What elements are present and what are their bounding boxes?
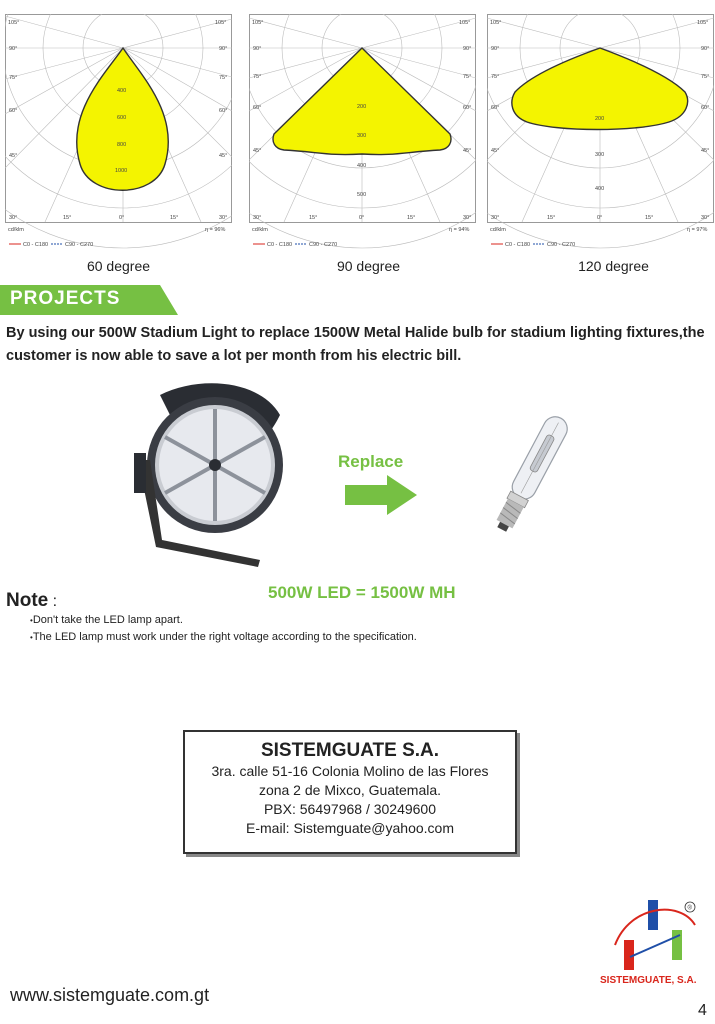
legend-entry: C90 - C270 (65, 242, 94, 248)
legend-entry: C0 - C180 (267, 242, 293, 248)
unit-label: cd/klm (490, 227, 506, 233)
note-item (30, 629, 417, 646)
angle-label: 60° (219, 108, 228, 114)
angle-label: 60° (463, 105, 472, 111)
ring-label: 400 (117, 88, 127, 94)
angle-label: 30° (219, 215, 228, 221)
ring-label: 200 (595, 116, 605, 122)
ring-label: 300 (357, 133, 367, 139)
angle-label: 90° (9, 46, 18, 52)
angle-label: 75° (219, 75, 228, 81)
angle-label: 90° (463, 46, 472, 52)
ring-label: 600 (117, 115, 127, 121)
brand-logo (610, 895, 700, 975)
angle-label: 45° (491, 148, 500, 154)
angle-label: 75° (701, 74, 710, 80)
ring-label: 500 (357, 192, 367, 198)
contact-email: E-mail: Sistemguate@yahoo.com (246, 820, 454, 836)
efficiency-label: η = 96% (205, 227, 226, 233)
angle-label: 45° (9, 153, 18, 159)
angle-label: 75° (253, 74, 262, 80)
note-heading-text: Note (6, 590, 49, 611)
angle-label: 90° (219, 46, 228, 52)
angle-label: 105° (8, 20, 20, 26)
ring-label: 400 (357, 163, 367, 169)
note-item-text: Don't take the LED lamp apart. (32, 614, 183, 626)
angle-label: 90° (253, 46, 262, 52)
legend-entry: C90 - C270 (547, 242, 576, 248)
angle-label: 90° (491, 46, 500, 52)
wattage-equation: 500W LED = 1500W MH (268, 583, 456, 602)
angle-label: 105° (215, 20, 227, 26)
angle-label: 75° (491, 74, 500, 80)
metal-halide-bulb-image (478, 410, 578, 550)
efficiency-label: η = 97% (687, 227, 708, 233)
angle-label: 15° (645, 215, 654, 221)
unit-label: cd/klm (252, 227, 268, 233)
replace-label: Replace (338, 452, 404, 471)
angle-label: 15° (170, 215, 179, 221)
contact-box (183, 730, 517, 854)
angle-label: 0° (359, 215, 365, 221)
brand-name: SISTEMGUATE, S.A. (600, 975, 697, 986)
unit-label: cd/klm (8, 227, 24, 233)
ring-label: 300 (595, 152, 605, 158)
legend-entry: C90 - C270 (309, 242, 338, 248)
projects-heading: PROJECTS (10, 288, 121, 309)
chart-caption: 90 degree (336, 258, 401, 274)
angle-label: 45° (701, 148, 710, 154)
polar-chart-120 (487, 14, 714, 250)
angle-label: 60° (9, 108, 18, 114)
chart-caption: 60 degree (86, 258, 151, 274)
angle-label: 105° (459, 20, 471, 26)
angle-label: 30° (9, 215, 18, 221)
stadium-light-image (120, 375, 290, 570)
angle-label: 15° (63, 215, 72, 221)
angle-label: 0° (597, 215, 603, 221)
ring-label: 800 (117, 142, 127, 148)
angle-label: 90° (701, 46, 710, 52)
angle-label: 60° (701, 105, 710, 111)
projects-intro: By using our 500W Stadium Light to replace 1500W Metal Halide bulb for stadium lighting fixtures,the customer is now able to save a lot per month from his electric bill. (6, 325, 705, 364)
polar-chart-60 (5, 14, 232, 250)
note-item (30, 612, 417, 629)
ring-label: 1000 (115, 168, 128, 174)
angle-label: 30° (463, 215, 472, 221)
angle-label: 0° (119, 215, 125, 221)
angle-label: 105° (697, 20, 709, 26)
angle-label: 60° (491, 105, 500, 111)
note-item-text: The LED lamp must work under the right voltage according to the specification. (32, 631, 417, 643)
registered-mark: ® (687, 905, 692, 912)
angle-label: 45° (219, 153, 228, 159)
angle-label: 75° (463, 74, 472, 80)
footer-website-link[interactable]: www.sistemguate.com.gt (10, 985, 210, 1005)
arrow-right-icon (345, 475, 420, 515)
angle-label: 105° (490, 20, 502, 26)
ring-label: 200 (357, 104, 367, 110)
legend-entry: C0 - C180 (505, 242, 531, 248)
angle-label: 45° (253, 148, 262, 154)
angle-label: 45° (463, 148, 472, 154)
angle-label: 60° (253, 105, 262, 111)
legend-entry: C0 - C180 (23, 242, 49, 248)
contact-company: SISTEMGUATE S.A. (260, 740, 440, 761)
angle-label: 30° (253, 215, 262, 221)
note-heading: Note : (6, 590, 58, 611)
polar-chart-90 (249, 14, 476, 250)
page-number: 4 (698, 1002, 707, 1019)
angle-label: 15° (407, 215, 416, 221)
angle-label: 105° (252, 20, 264, 26)
contact-address-line: 3ra. calle 51-16 Colonia Molino de las Flores (211, 763, 489, 779)
contact-phone: PBX: 56497968 / 30249600 (263, 801, 437, 817)
efficiency-label: η = 94% (449, 227, 470, 233)
angle-label: 15° (547, 215, 556, 221)
angle-label: 30° (701, 215, 710, 221)
chart-caption: 120 degree (578, 258, 649, 274)
ring-label: 400 (595, 186, 605, 192)
angle-label: 30° (491, 215, 500, 221)
angle-label: 15° (309, 215, 318, 221)
note-list (30, 612, 417, 646)
angle-label: 75° (9, 75, 18, 81)
contact-address-line: zona 2 de Mixco, Guatemala. (258, 782, 442, 798)
